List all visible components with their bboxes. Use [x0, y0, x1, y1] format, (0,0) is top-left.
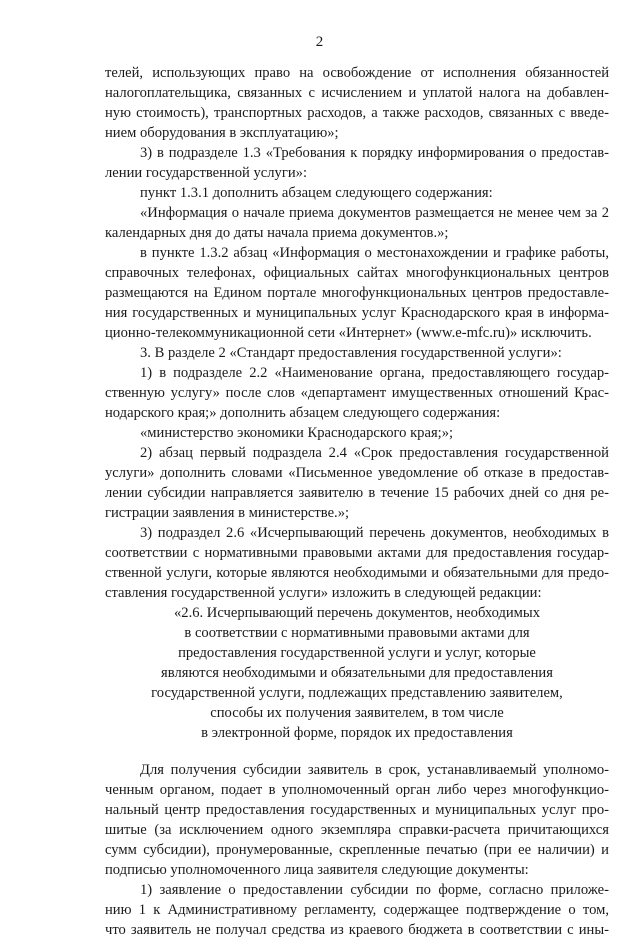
- text-line: пункт 1.3.1 дополнить абзацем следующего содержания:: [140, 185, 493, 201]
- text-line: подписью уполномоченного лица заявителя следующие документы:: [105, 862, 529, 878]
- section-heading-line: являются необходимыми и обязательными для предоставления: [161, 665, 553, 681]
- text-line: ственной услуги, которые являются необходимыми и обязательными для предо-: [105, 565, 609, 581]
- text-line: шитые (за исключением одного экземпляра справки-расчета причитающихся: [105, 822, 609, 838]
- section-heading-line: способы их получения заявителем, в том числе: [210, 705, 504, 721]
- text-line: 3) подраздел 2.6 «Исчерпывающий перечень документов, необходимых в: [140, 525, 609, 541]
- text-line: лении субсидии направляется заявителю в течение 15 рабочих дней со дня ре-: [105, 485, 609, 501]
- text-line: «министерство экономики Краснодарского края;»;: [140, 425, 454, 441]
- text-line: «Информация о начале приема документов размещается не менее чем за 2: [140, 205, 609, 221]
- text-line: 2) абзац первый подраздела 2.4 «Срок предоставления государственной: [140, 445, 609, 461]
- text-line: Для получения субсидии заявитель в срок, устанавливаемый уполномо-: [140, 762, 609, 778]
- text-line: нию 1 к Административному регламенту, содержащее подтверждение о том,: [105, 902, 609, 918]
- text-line: налогоплательщика, связанных с исчислением и уплатой налога на добавлен-: [105, 85, 609, 101]
- text-line: ную стоимость), транспортных расходов, а также расходов, связанных с введе-: [105, 105, 609, 121]
- text-line: соответствии с нормативными правовыми актами для предоставления государ-: [105, 545, 609, 561]
- text-line: размещаются на Едином портале многофункциональных центров предоставле-: [105, 285, 609, 301]
- text-line: гистрации заявления в министерстве.»;: [105, 505, 350, 521]
- section-heading-line: в соответствии с нормативными правовыми актами для: [184, 625, 530, 641]
- text-line: в пункте 1.3.2 абзац «Информация о местонахождении и графике работы,: [140, 245, 609, 261]
- text-line: ния государственных и муниципальных услуг Краснодарского края в информа-: [105, 305, 609, 321]
- section-heading-line: «2.6. Исчерпывающий перечень документов, необходимых: [173, 605, 541, 621]
- text-line: ставления государственной услуги» изложить в следующей редакции:: [105, 585, 542, 601]
- text-line: сумм субсидии), пронумерованные, скрепленные печатью (при ее наличии) и: [105, 842, 609, 858]
- text-line: что заявитель не получал средства из краевого бюджета в соответствии с ины-: [105, 922, 609, 938]
- text-line: 1) заявление о предоставлении субсидии по форме, согласно приложе-: [140, 882, 609, 898]
- text-line: 3. В разделе 2 «Стандарт предоставления государственной услуги»:: [140, 345, 562, 361]
- text-line: телей, использующих право на освобождение от исполнения обязанностей: [105, 65, 609, 81]
- text-line: 1) в подразделе 2.2 «Наименование органа, предоставляющего государ-: [140, 365, 609, 381]
- text-line: ционно-телекоммуникационной сети «Интернет» (www.e-mfc.ru)» исключить.: [105, 325, 592, 341]
- section-heading-line: государственной услуги, подлежащих представлению заявителем,: [151, 685, 563, 701]
- section-heading-line: в электронной форме, порядок их предоставления: [201, 725, 513, 741]
- text-line: 3) в подразделе 1.3 «Требования к порядку информирования о предостав-: [140, 145, 609, 161]
- text-line: лении государственной услуги»:: [105, 165, 307, 181]
- section-heading-line: предоставления государственной услуги и услуг, которые: [178, 645, 536, 661]
- text-line: ственную услугу» после слов «департамент имущественных отношений Крас-: [105, 385, 609, 401]
- page-number: 2: [315, 34, 324, 50]
- text-line: нием оборудования в эксплуатацию»;: [105, 125, 339, 141]
- text-line: календарных дня до даты начала приема документов.»;: [105, 225, 449, 241]
- text-line: ченным органом, подает в уполномоченный орган либо через многофункцио-: [105, 782, 609, 798]
- text-line: нодарского края;» дополнить абзацем следующего содержания:: [105, 405, 501, 421]
- text-line: услуги» дополнить словами «Письменное уведомление об отказе в предостав-: [105, 465, 609, 481]
- text-line: нальный центр предоставления государственных и муниципальных услуг про-: [105, 802, 609, 818]
- text-line: справочных телефонах, официальных сайтах многофункциональных центров: [105, 265, 609, 281]
